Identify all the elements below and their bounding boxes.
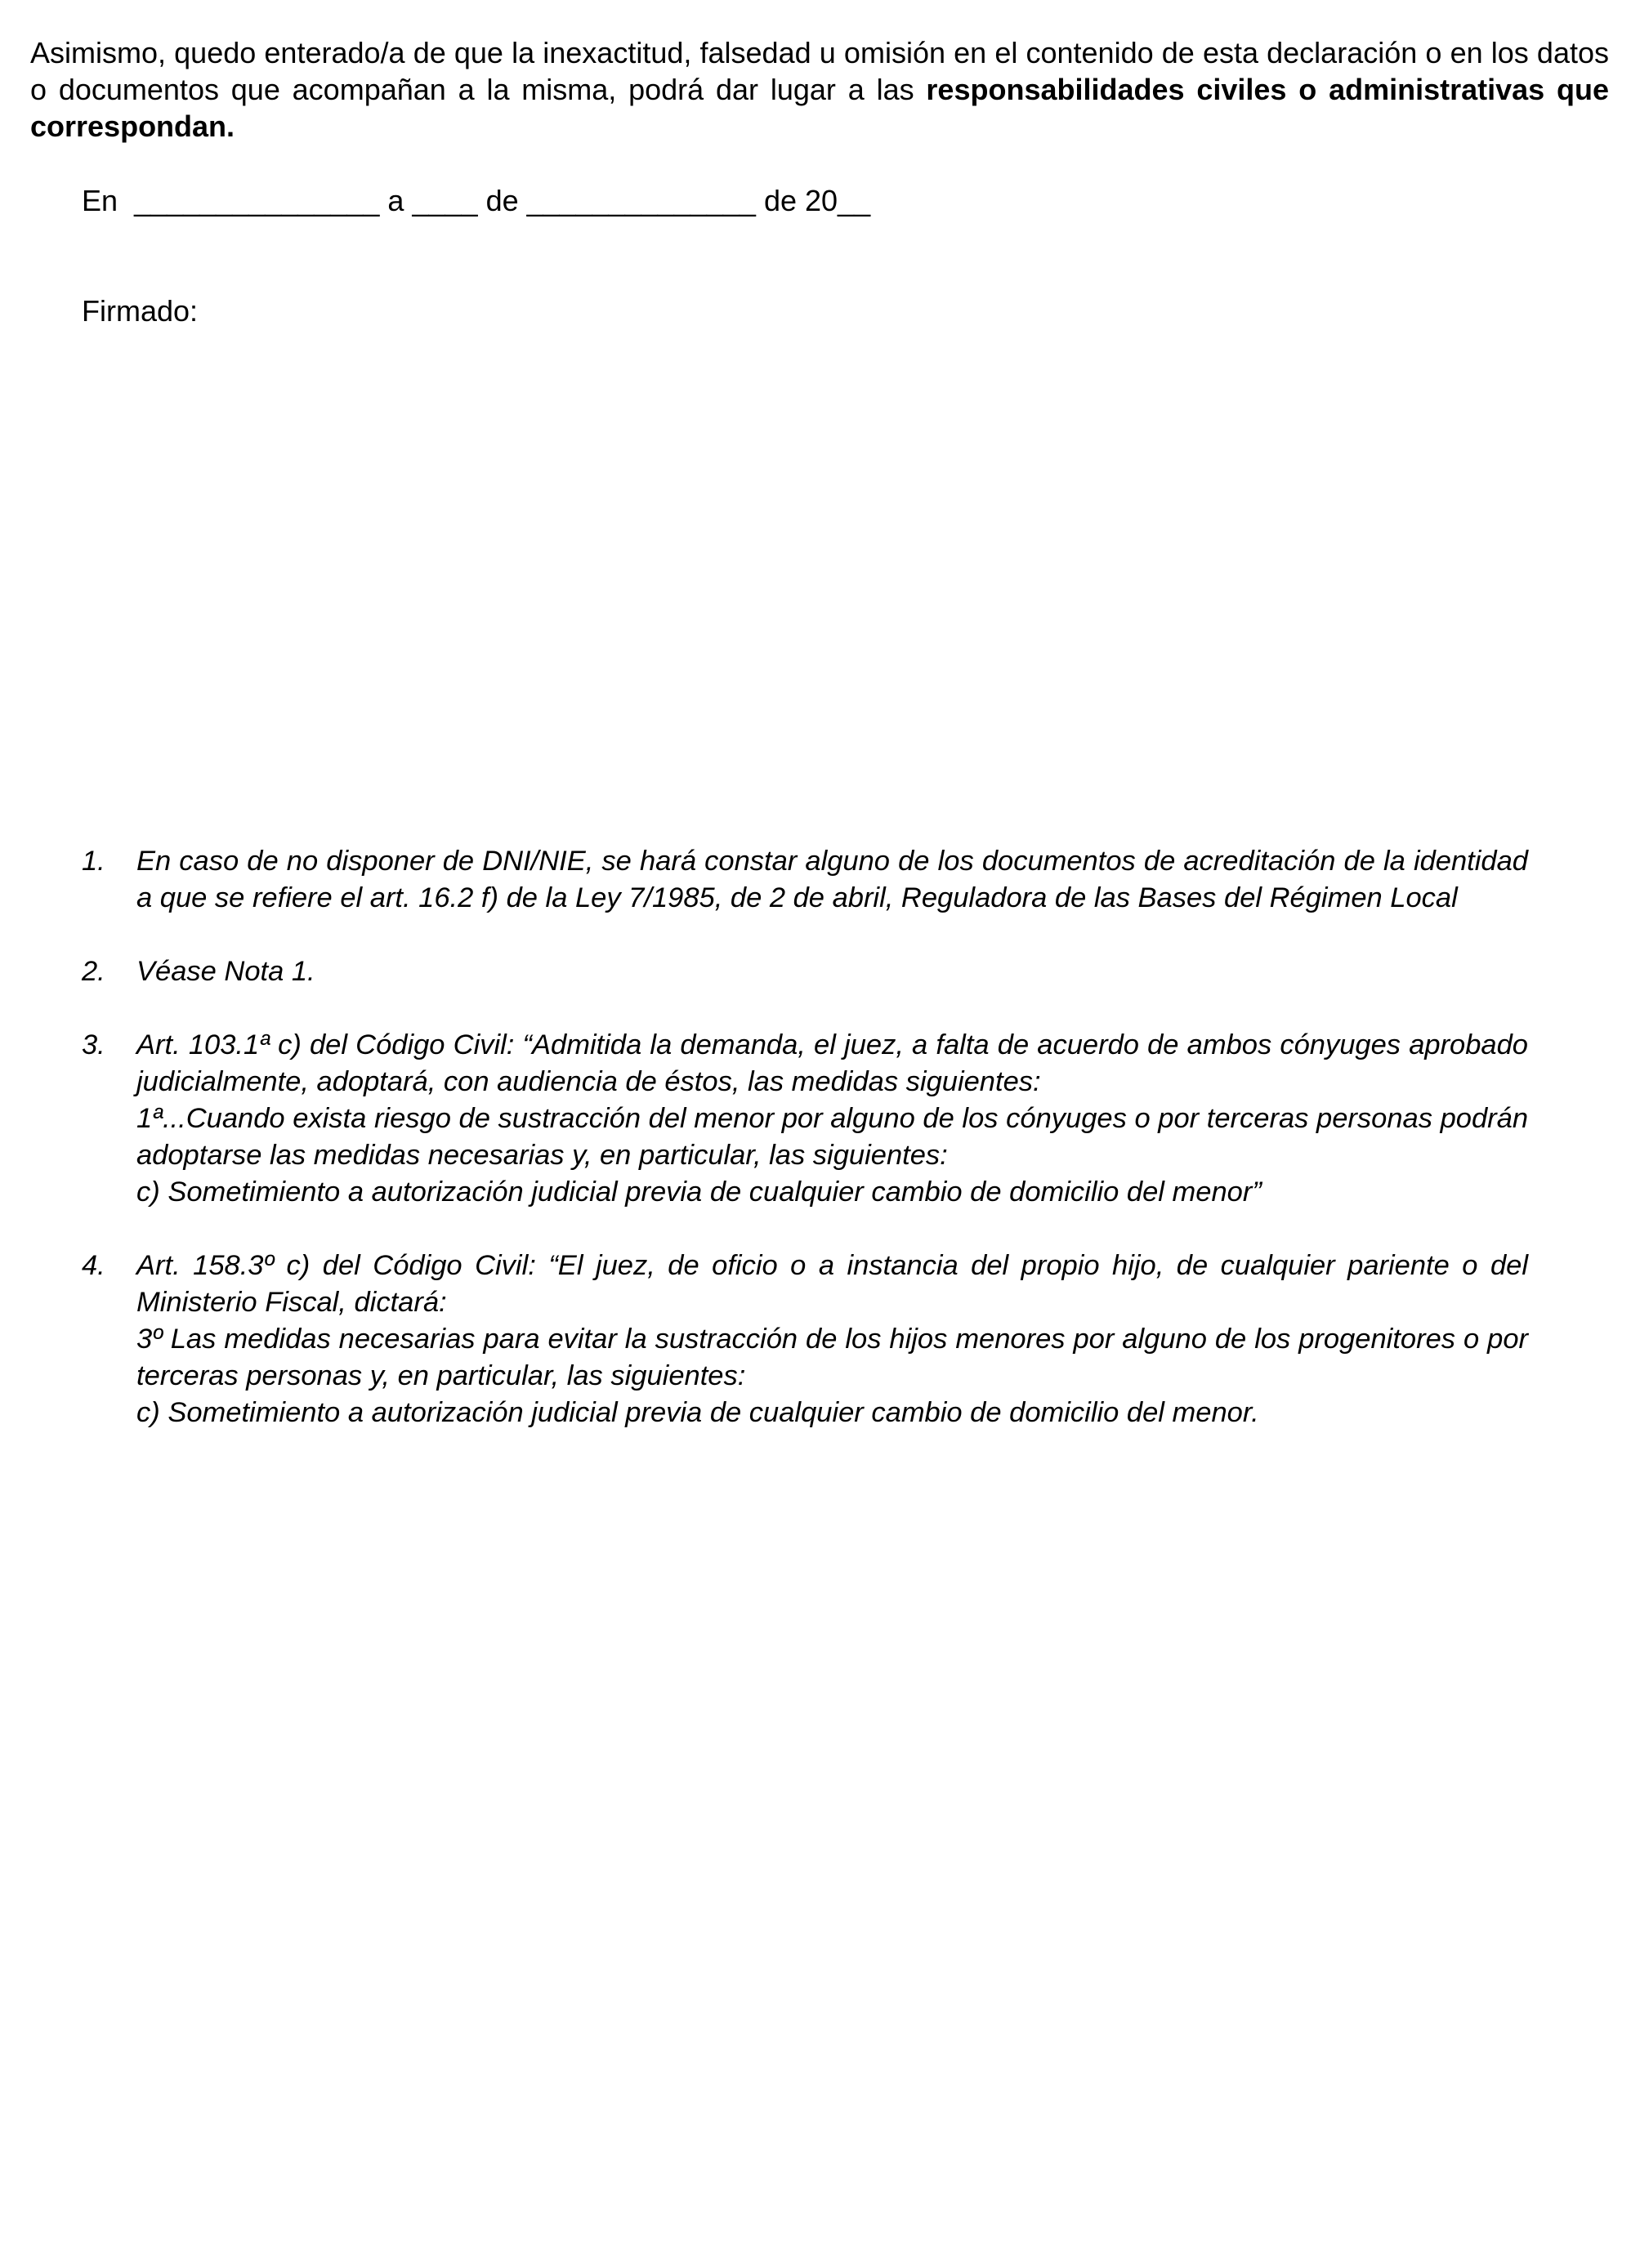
signed-label: Firmado: [82,294,199,328]
footnote-text: 3º Las medidas necesarias para evitar la sustracción de los hijos menores por alguno de los progenitores o por terceras personas y, en particular, las siguientes: [136,1324,1528,1391]
footnote-body [136,1027,1528,1211]
footnote-text: Art. 158.3º c) del Código Civil: “El juez, de oficio o a instancia del propio hijo, de cualquier pariente o del Ministerio Fiscal, dictará: [136,1250,1528,1318]
footnote-text: Véase Nota 1. [136,956,315,987]
footnote-number: 2. [82,956,105,987]
footnote-number: 3. [82,1029,105,1060]
footnote-body [136,843,1528,917]
date-line [82,182,870,219]
footnote-text: 1ª...Cuando exista riesgo de sustracción del menor por alguno de los cónyuges o por terceras personas podrán adoptarse las medidas necesarias y, en particular, las siguientes: [136,1103,1528,1171]
footnote-2 [82,953,1528,990]
footnote-number: 4. [82,1250,105,1281]
month-blank[interactable]: ______________ [526,184,756,217]
date-de-label-2: de [763,184,797,217]
footnote-text: c) Sometimiento a autorización judicial previa de cualquier cambio de domicilio del menor” [136,1176,1262,1208]
footnote-text: Art. 103.1ª c) del Código Civil: “Admitida la demanda, el juez, a falta de acuerdo de ambos cónyuges aprobado judicialmente, adoptará, con audiencia de éstos, las medidas siguientes: [136,1029,1528,1097]
footnote-text: En caso de no disponer de DNI/NIE, se hará constar alguno de los documentos de acreditación de la identidad a que se refiere el art. 16.2 f) de la Ley 7/1985, de 2 de abril, Reguladora de las Bases del Régimen Local [136,846,1528,913]
date-en-label: En [82,184,118,217]
intro-text: Asimismo, quedo enterado/a de que la inexactitud, falsedad u omisión en el contenido de esta declaración o en los datos o documentos que acompañan a la misma, podrá dar lugar a las [30,36,1609,106]
footnote-body [136,953,1528,990]
day-blank[interactable]: ____ [412,184,478,217]
footnote-3 [82,1027,1528,1211]
footnote-4 [82,1248,1528,1431]
date-a-label: a [387,184,404,217]
footnote-body [136,1248,1528,1431]
footnotes [82,843,1528,1468]
intro-bold-text: responsabilidades civiles o administrativas que correspondan. [30,73,1610,143]
place-blank[interactable]: _______________ [134,184,380,217]
footnote-number: 1. [82,846,105,877]
footnote-text: c) Sometimiento a autorización judicial previa de cualquier cambio de domicilio del menor. [136,1397,1259,1428]
intro-paragraph [30,34,1609,145]
date-de-label-1: de [485,184,519,217]
footnote-1 [82,843,1528,917]
year-blank[interactable]: 20__ [805,184,871,217]
